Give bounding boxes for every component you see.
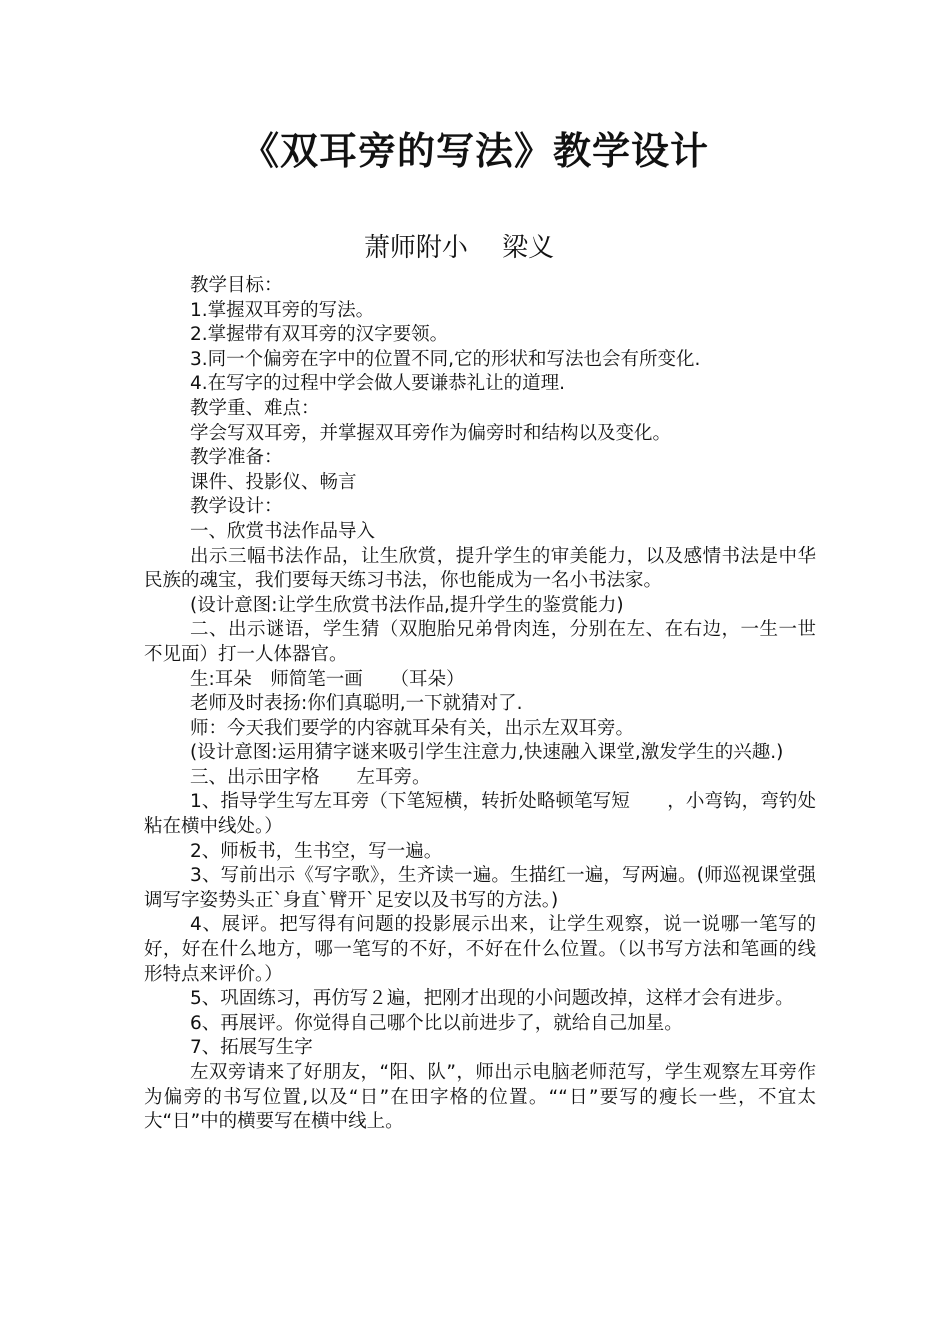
paragraph: 课件、投影仪、畅言 — [190, 471, 357, 493]
paragraph: 生:耳朵 师简笔一画 （耳朵） — [190, 668, 465, 690]
paragraph: 教学目标： — [190, 275, 283, 296]
paragraph: 5、巩固练习，再仿写２遍，把刚才出现的小问题改掉，这样才会有进步。 — [190, 988, 794, 1010]
paragraph: 老师及时表扬:你们真聪明,一下就猜对了. — [190, 693, 523, 715]
document-title: 《双耳旁的写法》教学设计 — [240, 129, 709, 173]
document-body — [144, 274, 816, 1135]
paragraph: 4、展评。把写得有问题的投影展示出来，让学生观察，说一说哪一笔写的好，好在什么地方，哪一笔写的不好，不好在什么位置。（以书写方法和笔画的线形特点来评价。） — [144, 914, 816, 985]
paragraph: 师：今天我们要学的内容就耳朵有关，出示左双耳旁。 — [190, 717, 635, 739]
paragraph: 1、指导学生写左耳旁（下笔短横，转折处略顿笔写短 ，小弯钩，弯钓处粘在横中线处。） — [144, 791, 816, 838]
paragraph: 2、师板书，生书空，写一遍。 — [190, 840, 443, 862]
paragraph: 3、写前出示《写字歌》，生齐读一遍。生描红一遍，写两遍。(师巡视课堂强调写字姿势头正`身直`臂开`足安以及书写的方法。) — [144, 865, 816, 911]
paragraph: 教学设计： — [190, 496, 283, 518]
paragraph: 教学准备： — [190, 447, 283, 469]
paragraph: (设计意图:运用猜字谜来吸引学生注意力,快速融入课堂,激发学生的兴趣.) — [190, 742, 784, 764]
paragraph: 左双旁请来了好朋友，“阳、队”，师出示电脑老师范写，学生观察左耳旁作为偏旁的书写位置,以及“日”在田字格的位置。““日”要写的瘦长一些，不宜太大“日”中的横要写在横中线上。 — [144, 1062, 816, 1133]
paragraph: 3.同一个偏旁在字中的位置不同,它的形状和写法也会有所变化. — [190, 348, 701, 370]
paragraph: 2.掌握带有双耳旁的汉字要领。 — [190, 324, 449, 346]
paragraph: 教学重、难点： — [190, 397, 320, 419]
paragraph: 1.掌握双耳旁的写法。 — [190, 299, 375, 321]
document-author: 萧师附小 梁义 — [363, 233, 555, 263]
paragraph: 6、再展评。你觉得自己哪个比以前进步了，就给自己加星。 — [190, 1012, 683, 1034]
paragraph: 二、出示谜语，学生猜（双胞胎兄弟骨肉连，分别在左、在右边，一生一世不见面）打一人体器官。 — [144, 619, 816, 665]
paragraph: 出示三幅书法作品，让生欣赏，提升学生的审美能力，以及感情书法是中华民族的魂宝，我们要每天练习书法，你也能成为一名小书法家。 — [144, 545, 816, 592]
paragraph: 三、出示田字格 左耳旁。 — [190, 766, 431, 788]
paragraph: (设计意图:让学生欣赏书法作品,提升学生的鉴赏能力) — [190, 594, 624, 616]
paragraph: 7、拓展写生字 — [190, 1037, 313, 1059]
paragraph: 4.在写字的过程中学会做人要谦恭礼让的道理. — [190, 373, 566, 395]
paragraph: 一、欣赏书法作品导入 — [190, 520, 376, 542]
paragraph: 学会写双耳旁，并掌握双耳旁作为偏旁时和结构以及变化。 — [190, 422, 672, 444]
